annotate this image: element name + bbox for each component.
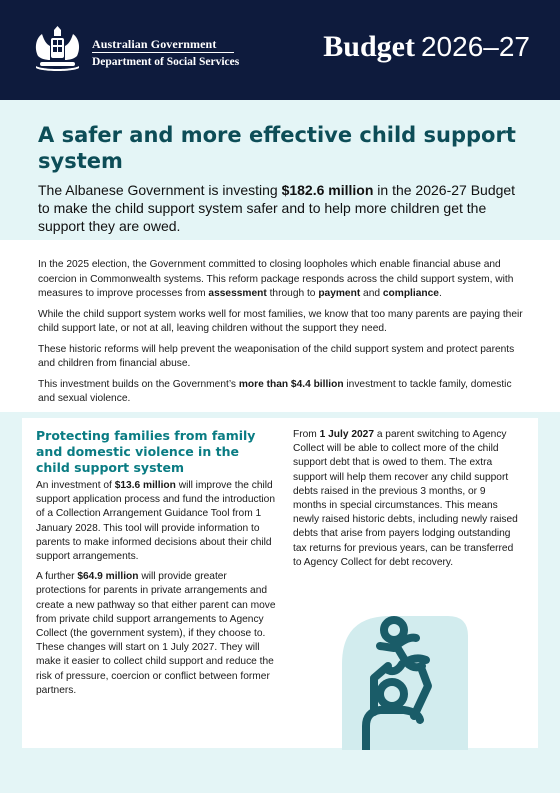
department-name: Department of Social Services: [92, 56, 240, 68]
coat-of-arms-icon: [30, 26, 85, 72]
intro-p4-text-2: investment to tackle family, domestic and sexual violence.: [38, 378, 512, 404]
left-p2-amount: $64.9 million: [77, 571, 139, 583]
right-p1-text-2: a parent switching to Agency Collect will be able to collect more of the child support debt that is owed to them. The extra support will help them recover any child support debts raised in the previous 3 months, or 9 months in special circumstances. This means newly raised historic debts, including newly raised debts that arise from payers lodging outstanding tax returns for previous years, can be transferred to Agency Collect for debt recovery.: [293, 429, 518, 568]
intro-p1-text: In the 2025 election, the Government committed to closing loopholes which enable financial abuse and coercion in Commonwealth systems. This reform package responds across the child support system, with measures to improve processes from: [38, 259, 514, 299]
intro-p1-payment: payment: [318, 288, 361, 299]
intro-paragraph-4: [38, 378, 526, 407]
left-p1-text-2: will improve the child support application process and fund the introduction of a Collection Arrangement Guidance Tool from 1 January 2028. This tool will provide information to parents to make informed decisions about their child support arrangements.: [36, 480, 275, 563]
header-band: [0, 0, 560, 100]
right-paragraph-1: [293, 428, 518, 570]
intro-paragraph-3: These historic reforms will help prevent the weaponisation of the child support system and protect parents and children from financial abuse.: [38, 343, 515, 369]
intro-paragraph-2: While the child support system works well for most families, we know that too many parents are paying their child support late, or not at all, leaving children without the support they need.: [38, 308, 523, 334]
left-p2-text: A further: [36, 571, 78, 583]
intro-p4-amount: more than $4.4 billion: [238, 378, 344, 390]
lead-amount: $182.6 million: [281, 182, 374, 198]
left-p1-text: An investment of: [36, 480, 115, 491]
lead-text: The Albanese Government is investing: [38, 182, 282, 198]
left-p1-amount: $13.6 million: [114, 480, 176, 491]
intro-paragraph-1: [38, 258, 526, 302]
intro-p1-compliance: compliance: [382, 288, 439, 299]
intro-p1-text-4: .: [438, 288, 442, 299]
right-p1-date: 1 July 2027: [319, 429, 374, 440]
left-paragraph-2: [36, 570, 276, 698]
lead-text-end: in the 2026-27 Budget to make the child support system safer and to help more children get the support they are owed.: [38, 182, 516, 234]
right-column: [293, 428, 518, 570]
budget-word: Budget: [323, 30, 415, 63]
header-divider: [92, 52, 234, 53]
lead-paragraph: [38, 181, 528, 235]
intro-section: [38, 258, 526, 413]
budget-title: [323, 30, 530, 64]
right-p1-text: From: [293, 429, 320, 440]
intro-p1-text-3: and: [360, 288, 383, 299]
page-title: A safer and more effective child support system: [38, 123, 516, 173]
left-paragraph-1: [36, 479, 276, 564]
government-name: Australian Government: [92, 37, 217, 51]
budget-year: 2026–27: [420, 31, 530, 62]
parent-lifting-child-icon: [330, 608, 478, 750]
intro-p1-text-2: through to: [266, 288, 319, 299]
left-p2-text-2: will provide greater protections for parents in private arrangements and create a new pathway so that either parent can move from private child support arrangements to Agency Collect (the government system), if they choose to. These changes will start on 1 July 2027. They will make it easier to collect child support and reduce the risk of pressure, coercion or conflict between former partners.: [36, 571, 276, 696]
intro-p4-text: This investment builds on the Government’s: [38, 378, 239, 390]
section-heading: Protecting families from family and domestic violence in the child support system: [36, 428, 256, 475]
left-column: [36, 479, 276, 704]
intro-p1-assessment: assessment: [208, 288, 267, 299]
